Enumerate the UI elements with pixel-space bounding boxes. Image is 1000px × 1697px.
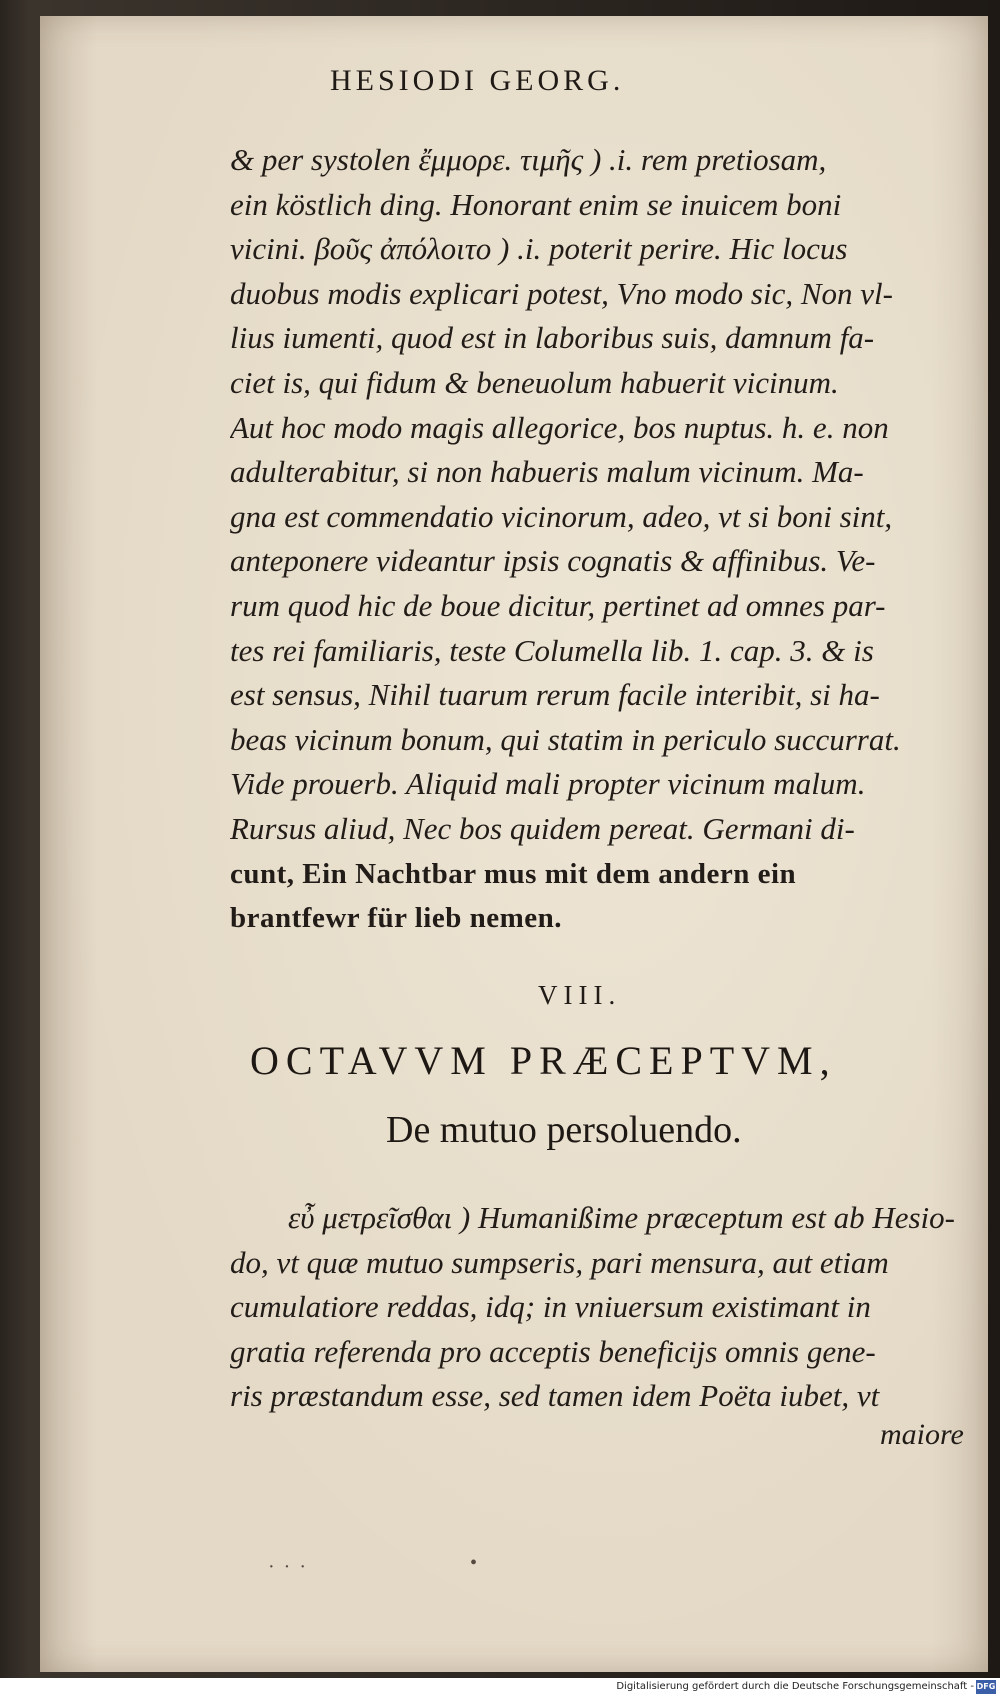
text-line: ciet is, qui fidum & beneuolum habuerit vicinum. bbox=[230, 364, 839, 400]
section-subtitle: De mutuo persoluendo. bbox=[386, 1109, 742, 1151]
ink-speck: • bbox=[470, 1552, 478, 1574]
text-line: beas vicinum bonum, qui statim in periculo succurrat. bbox=[230, 721, 901, 757]
section-title: OCTAVVM PRÆCEPTVM, bbox=[250, 1038, 837, 1083]
catchword: maiore bbox=[880, 1418, 964, 1451]
ink-specks: · · · bbox=[268, 1556, 308, 1578]
blackletter-line: cunt, Ein Nachtbar mus mit dem andern ein bbox=[230, 857, 797, 890]
text-line: lius iumenti, quod est in laboribus suis, damnum fa- bbox=[230, 320, 875, 356]
blackletter-line: brantfewr für lieb nemen. bbox=[230, 902, 563, 935]
running-head: HESIODI GEORG. bbox=[330, 64, 625, 97]
text-line: vicini. βοῦς ἀπόλοιτο ) .i. poterit perire. Hic locus bbox=[230, 231, 848, 267]
dfg-logo-icon: DFG bbox=[976, 1680, 996, 1694]
digitization-credit: Digitalisierung gefördert durch die Deutsche Forschungsgemeinschaft - bbox=[616, 1681, 974, 1692]
text-line: est sensus, Nihil tuarum rerum facile interibit, si ha- bbox=[230, 677, 880, 713]
text-line: Aut hoc modo magis allegorice, bos nuptus. h. e. non bbox=[230, 409, 889, 445]
text-line: ein köstlich ding. Honorant enim se inuicem boni bbox=[230, 186, 842, 222]
text-line: anteponere videantur ipsis cognatis & affinibus. Ve- bbox=[230, 543, 876, 579]
section-number: VIII. bbox=[538, 980, 622, 1010]
text-line: gratia referenda pro acceptis beneficijs omnis gene- bbox=[230, 1333, 876, 1369]
commentary-paragraph-1 bbox=[230, 138, 970, 941]
text-line: duobus modis explicari potest, Vno modo sic, Non vl- bbox=[230, 275, 893, 311]
text-line: do, vt quæ mutuo sumpseris, pari mensura, aut etiam bbox=[230, 1244, 889, 1280]
text-line: tes rei familiaris, teste Columella lib. 1. cap. 3. & is bbox=[230, 632, 874, 668]
text-line: Vide prouerb. Aliquid mali propter vicinum malum. bbox=[230, 766, 866, 802]
text-line: gna est commendatio vicinorum, adeo, vt si boni sint, bbox=[230, 498, 893, 534]
text-line: ris præstandum esse, sed tamen idem Poëta iubet, vt bbox=[230, 1378, 880, 1414]
text-line: Rursus aliud, Nec bos quidem pereat. Germani di- bbox=[230, 810, 855, 846]
text-line: adulterabitur, si non habueris malum vicinum. Ma- bbox=[230, 454, 864, 490]
commentary-paragraph-2 bbox=[230, 1196, 970, 1419]
text-line: & per systolen ἔμμορε. τιμῆς ) .i. rem pretiosam, bbox=[230, 142, 827, 177]
text-line: cumulatiore reddas, idq; in vniuersum existimant in bbox=[230, 1289, 871, 1325]
text-line: εὖ μετρεῖσθαι ) Humanißime præceptum est ab Hesio- bbox=[288, 1200, 955, 1235]
text-line: rum quod hic de boue dicitur, pertinet ad omnes par- bbox=[230, 587, 886, 623]
